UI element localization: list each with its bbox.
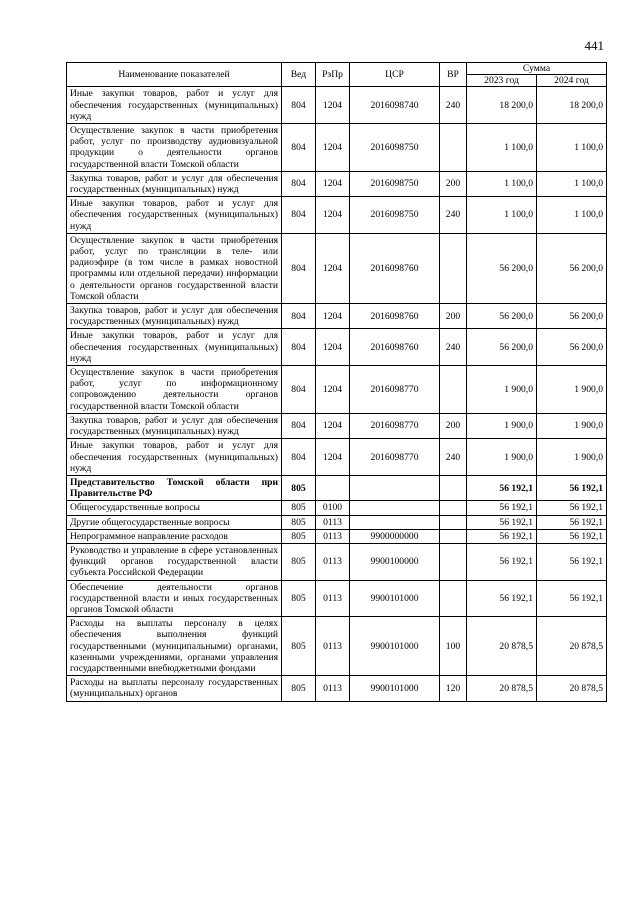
row-name-cell: Иные закупки товаров, работ и услуг для обеспечения государственных (муниципальных) нужд xyxy=(67,87,282,124)
header-sum: Сумма xyxy=(467,63,607,75)
row-vr-cell xyxy=(440,233,467,303)
row-vr-cell: 120 xyxy=(440,676,467,701)
table-row xyxy=(67,304,607,329)
row-name-cell: Осуществление закупок в части приобретения работ, услуг по производству аудиовизуальной продукции о деятельности органов государственной власти Томской области xyxy=(67,124,282,172)
row-name-cell: Иные закупки товаров, работ и услуг для обеспечения государственных (муниципальных) нужд xyxy=(67,439,282,476)
row-2023-amount-cell: 18 200,0 xyxy=(467,87,537,124)
row-rzpr-cell xyxy=(316,475,350,500)
row-2023-amount-cell: 56 192,1 xyxy=(467,515,537,529)
table-row xyxy=(67,501,607,515)
row-ved-cell: 804 xyxy=(282,233,316,303)
table-row xyxy=(67,329,607,366)
row-vr-cell xyxy=(440,124,467,172)
row-2024-amount-cell: 56 200,0 xyxy=(537,304,607,329)
row-2023-amount-cell: 1 900,0 xyxy=(467,366,537,414)
row-rzpr-cell: 0100 xyxy=(316,501,350,515)
row-csr-cell: 2016098770 xyxy=(350,366,440,414)
row-2024-amount-cell: 56 192,1 xyxy=(537,529,607,543)
row-ved-cell: 804 xyxy=(282,197,316,234)
row-2024-amount-cell: 18 200,0 xyxy=(537,87,607,124)
row-rzpr-cell: 0113 xyxy=(316,543,350,580)
header-name: Наименование показателей xyxy=(67,63,282,87)
row-csr-cell: 2016098750 xyxy=(350,197,440,234)
row-name-cell: Осуществление закупок в части приобретения работ, услуг по информационному сопровождению деятельности органов государственной власти Томской области xyxy=(67,366,282,414)
row-vr-cell xyxy=(440,543,467,580)
table-row xyxy=(67,475,607,500)
row-rzpr-cell: 1204 xyxy=(316,304,350,329)
row-2023-amount-cell: 56 200,0 xyxy=(467,329,537,366)
row-2023-amount-cell: 56 192,1 xyxy=(467,543,537,580)
row-vr-cell xyxy=(440,366,467,414)
row-csr-cell xyxy=(350,475,440,500)
row-vr-cell: 200 xyxy=(440,171,467,196)
row-vr-cell xyxy=(440,501,467,515)
row-name-cell: Обеспечение деятельности органов государственной власти и иных государственных органов Томской области xyxy=(67,580,282,617)
row-name-cell: Общегосударственные вопросы xyxy=(67,501,282,515)
row-ved-cell: 805 xyxy=(282,501,316,515)
row-rzpr-cell: 0113 xyxy=(316,676,350,701)
row-csr-cell: 9900101000 xyxy=(350,617,440,676)
table-row xyxy=(67,580,607,617)
row-name-cell: Осуществление закупок в части приобретения работ, услуг по трансляции в теле- или радиоэфире (в том числе в рамках новостной программы или отдельной передачи) информации о деятельности органов государственной власти Томской области xyxy=(67,233,282,303)
row-2023-amount-cell: 56 192,1 xyxy=(467,580,537,617)
row-name-cell: Представительство Томской области при Правительстве РФ xyxy=(67,475,282,500)
table-row xyxy=(67,171,607,196)
row-name-cell: Закупка товаров, работ и услуг для обеспечения государственных (муниципальных) нужд xyxy=(67,171,282,196)
row-2023-amount-cell: 56 192,1 xyxy=(467,529,537,543)
row-ved-cell: 804 xyxy=(282,124,316,172)
table-row xyxy=(67,676,607,701)
row-ved-cell: 805 xyxy=(282,529,316,543)
row-csr-cell: 9900101000 xyxy=(350,676,440,701)
row-vr-cell: 240 xyxy=(440,87,467,124)
row-2023-amount-cell: 56 200,0 xyxy=(467,304,537,329)
table-row xyxy=(67,439,607,476)
row-ved-cell: 804 xyxy=(282,413,316,438)
row-2023-amount-cell: 20 878,5 xyxy=(467,617,537,676)
table-row xyxy=(67,87,607,124)
row-vr-cell xyxy=(440,529,467,543)
row-2024-amount-cell: 1 900,0 xyxy=(537,439,607,476)
row-vr-cell: 240 xyxy=(440,197,467,234)
table-row xyxy=(67,413,607,438)
row-csr-cell xyxy=(350,501,440,515)
row-2024-amount-cell: 20 878,5 xyxy=(537,676,607,701)
row-rzpr-cell: 1204 xyxy=(316,413,350,438)
row-vr-cell xyxy=(440,580,467,617)
header-rzpr: РзПр xyxy=(316,63,350,87)
row-name-cell: Закупка товаров, работ и услуг для обеспечения государственных (муниципальных) нужд xyxy=(67,413,282,438)
header-year-2023: 2023 год xyxy=(467,75,537,87)
row-name-cell: Другие общегосударственные вопросы xyxy=(67,515,282,529)
row-csr-cell: 9900000000 xyxy=(350,529,440,543)
header-csr: ЦСР xyxy=(350,63,440,87)
row-csr-cell: 9900100000 xyxy=(350,543,440,580)
row-2024-amount-cell: 1 100,0 xyxy=(537,171,607,196)
row-csr-cell: 2016098750 xyxy=(350,124,440,172)
row-ved-cell: 805 xyxy=(282,515,316,529)
row-rzpr-cell: 0113 xyxy=(316,529,350,543)
row-vr-cell: 240 xyxy=(440,439,467,476)
row-name-cell: Закупка товаров, работ и услуг для обеспечения государственных (муниципальных) нужд xyxy=(67,304,282,329)
row-2024-amount-cell: 1 100,0 xyxy=(537,197,607,234)
row-name-cell: Непрограммное направление расходов xyxy=(67,529,282,543)
row-rzpr-cell: 1204 xyxy=(316,171,350,196)
table-row xyxy=(67,124,607,172)
row-2024-amount-cell: 20 878,5 xyxy=(537,617,607,676)
row-2024-amount-cell: 56 192,1 xyxy=(537,543,607,580)
row-csr-cell: 2016098770 xyxy=(350,439,440,476)
row-2023-amount-cell: 56 200,0 xyxy=(467,233,537,303)
row-ved-cell: 804 xyxy=(282,329,316,366)
row-ved-cell: 805 xyxy=(282,676,316,701)
row-rzpr-cell: 0113 xyxy=(316,617,350,676)
row-csr-cell xyxy=(350,515,440,529)
row-csr-cell: 2016098740 xyxy=(350,87,440,124)
row-name-cell: Иные закупки товаров, работ и услуг для обеспечения государственных (муниципальных) нужд xyxy=(67,197,282,234)
row-name-cell: Руководство и управление в сфере установленных функций органов государственной власти субъекта Российской Федерации xyxy=(67,543,282,580)
row-2024-amount-cell: 1 100,0 xyxy=(537,124,607,172)
row-2024-amount-cell: 56 192,1 xyxy=(537,580,607,617)
row-rzpr-cell: 1204 xyxy=(316,124,350,172)
row-name-cell: Расходы на выплаты персоналу в целях обеспечения выполнения функций государственными (муниципальными) органами, казенными учреждениями, органами управления государственными внебюджетными фондами xyxy=(67,617,282,676)
row-csr-cell: 2016098760 xyxy=(350,233,440,303)
row-ved-cell: 804 xyxy=(282,439,316,476)
row-rzpr-cell: 0113 xyxy=(316,515,350,529)
row-2024-amount-cell: 56 200,0 xyxy=(537,329,607,366)
row-2023-amount-cell: 1 900,0 xyxy=(467,413,537,438)
row-2024-amount-cell: 56 192,1 xyxy=(537,475,607,500)
row-2024-amount-cell: 1 900,0 xyxy=(537,413,607,438)
row-csr-cell: 2016098750 xyxy=(350,171,440,196)
row-rzpr-cell: 1204 xyxy=(316,439,350,476)
row-ved-cell: 805 xyxy=(282,617,316,676)
row-vr-cell: 200 xyxy=(440,413,467,438)
row-2024-amount-cell: 56 192,1 xyxy=(537,501,607,515)
row-2023-amount-cell: 1 900,0 xyxy=(467,439,537,476)
row-ved-cell: 804 xyxy=(282,87,316,124)
header-ved: Вед xyxy=(282,63,316,87)
row-csr-cell: 2016098760 xyxy=(350,304,440,329)
row-ved-cell: 804 xyxy=(282,366,316,414)
row-2024-amount-cell: 56 200,0 xyxy=(537,233,607,303)
row-vr-cell xyxy=(440,515,467,529)
row-rzpr-cell: 1204 xyxy=(316,233,350,303)
row-rzpr-cell: 1204 xyxy=(316,87,350,124)
row-ved-cell: 804 xyxy=(282,171,316,196)
row-2023-amount-cell: 56 192,1 xyxy=(467,475,537,500)
row-vr-cell: 100 xyxy=(440,617,467,676)
row-2024-amount-cell: 56 192,1 xyxy=(537,515,607,529)
row-ved-cell: 805 xyxy=(282,543,316,580)
table-row xyxy=(67,617,607,676)
row-2023-amount-cell: 1 100,0 xyxy=(467,171,537,196)
table-row xyxy=(67,543,607,580)
header-year-2024: 2024 год xyxy=(537,75,607,87)
table-body xyxy=(67,87,607,701)
page-number: 441 xyxy=(584,38,604,53)
table-row xyxy=(67,366,607,414)
row-vr-cell: 240 xyxy=(440,329,467,366)
row-name-cell: Иные закупки товаров, работ и услуг для обеспечения государственных (муниципальных) нужд xyxy=(67,329,282,366)
table-row xyxy=(67,197,607,234)
row-csr-cell: 2016098770 xyxy=(350,413,440,438)
row-2023-amount-cell: 56 192,1 xyxy=(467,501,537,515)
row-vr-cell: 200 xyxy=(440,304,467,329)
row-2023-amount-cell: 20 878,5 xyxy=(467,676,537,701)
row-vr-cell xyxy=(440,475,467,500)
table-row xyxy=(67,529,607,543)
budget-table xyxy=(66,62,607,702)
row-name-cell: Расходы на выплаты персоналу государственных (муниципальных) органов xyxy=(67,676,282,701)
row-rzpr-cell: 1204 xyxy=(316,329,350,366)
row-2023-amount-cell: 1 100,0 xyxy=(467,197,537,234)
table-row xyxy=(67,233,607,303)
row-csr-cell: 2016098760 xyxy=(350,329,440,366)
row-ved-cell: 804 xyxy=(282,304,316,329)
table-row xyxy=(67,515,607,529)
row-ved-cell: 805 xyxy=(282,580,316,617)
table-header xyxy=(67,63,607,87)
row-rzpr-cell: 1204 xyxy=(316,197,350,234)
row-2023-amount-cell: 1 100,0 xyxy=(467,124,537,172)
row-csr-cell: 9900101000 xyxy=(350,580,440,617)
row-ved-cell: 805 xyxy=(282,475,316,500)
row-rzpr-cell: 1204 xyxy=(316,366,350,414)
row-rzpr-cell: 0113 xyxy=(316,580,350,617)
row-2024-amount-cell: 1 900,0 xyxy=(537,366,607,414)
header-vr: ВР xyxy=(440,63,467,87)
